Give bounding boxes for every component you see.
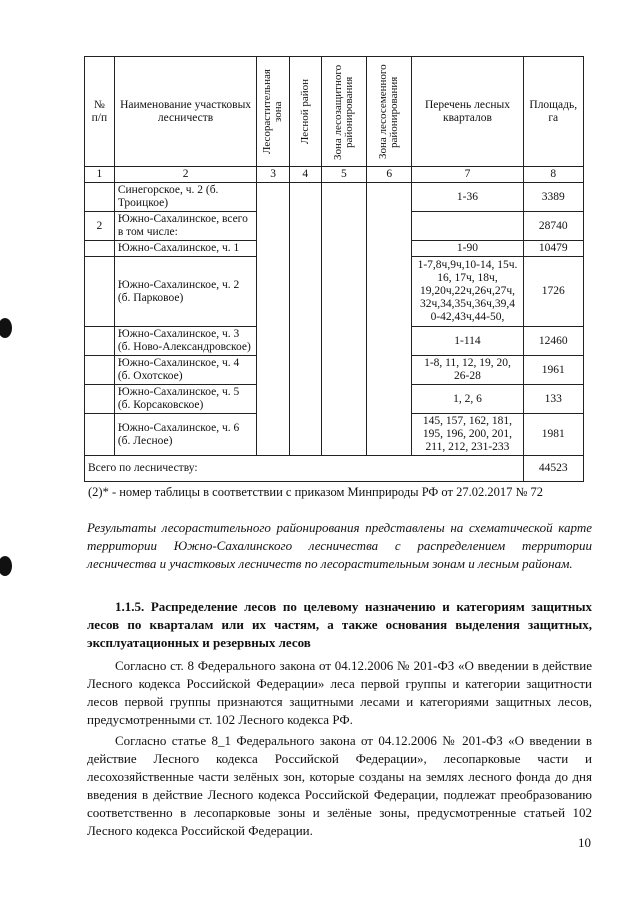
header-zone: Лесорастительная зона bbox=[257, 57, 290, 167]
row-name: Южно-Сахалинское, ч. 6 (б. Лесное) bbox=[114, 414, 256, 456]
row-name: Южно-Сахалинское, всего в том числе: bbox=[114, 212, 256, 241]
table-row bbox=[85, 183, 584, 212]
punch-hole-mark bbox=[0, 556, 12, 576]
row-num bbox=[85, 385, 115, 414]
row-area: 1961 bbox=[523, 356, 583, 385]
row-num bbox=[85, 414, 115, 456]
row-quarters: 1-8, 11, 12, 19, 20, 26-28 bbox=[412, 356, 523, 385]
body-paragraph-2: Согласно статье 8_1 Федерального закона от 04.12.2006 № 201-ФЗ «О введении в действие Лесного кодекса Российской Федерации», лесопарковые части и лесохозяйственные части зелёных зон, которые созданы на землях лесного фонда до дня введения в действие Лесного кодекса Российской Федерации, подлежат преобразованию соответственно в лесопарковые зоны и зелёные зоны, предусмотренные статьей 102 Лесного кодекса Российской Федерации. bbox=[87, 733, 592, 838]
header-region: Лесной район bbox=[289, 57, 321, 167]
row-area: 133 bbox=[523, 385, 583, 414]
col-number: 1 bbox=[85, 167, 115, 183]
col-number: 5 bbox=[321, 167, 366, 183]
table-total-row bbox=[85, 456, 584, 482]
row-quarters: 1-7,8ч,9ч,10-14, 15ч. 16, 17ч, 18ч, 19,20ч,22ч,26ч,27ч, 32ч,34,35ч,36ч,39,4 0-42,43ч,44-50, bbox=[412, 257, 523, 327]
table-footnote: (2)* - номер таблицы в соответствии с приказом Минприроды РФ от 27.02.2017 № 72 bbox=[88, 485, 544, 499]
punch-hole-mark bbox=[0, 318, 12, 338]
table-header-row bbox=[85, 57, 584, 167]
row-quarters: 145, 157, 162, 181, 195, 196, 200, 201, 211, 212, 231-233 bbox=[412, 414, 523, 456]
row-area: 28740 bbox=[523, 212, 583, 241]
page-number: 10 bbox=[578, 835, 591, 850]
region-cell bbox=[289, 183, 321, 456]
col-number: 7 bbox=[412, 167, 523, 183]
row-name: Южно-Сахалинское, ч. 4 (б. Охотское) bbox=[114, 356, 256, 385]
row-num bbox=[85, 241, 115, 257]
italic-paragraph: Результаты лесорастительного районирования представлены на схематической карте территории Южно-Сахалинского лесничества с распределением территории лесничества и участковых лесничеств по лесорастительным зонам и лесным районам. bbox=[87, 520, 592, 571]
row-area: 1726 bbox=[523, 257, 583, 327]
row-num: 2 bbox=[85, 212, 115, 241]
total-area: 44523 bbox=[523, 456, 583, 482]
row-quarters bbox=[412, 212, 523, 241]
section-heading: 1.1.5. Распределение лесов по целевому назначению и категориям защитных лесов по кварталам или их частям, а также основания выделения защитных, эксплуатационных и резервных лесов bbox=[87, 599, 592, 650]
row-name: Южно-Сахалинское, ч. 1 bbox=[114, 241, 256, 257]
total-label: Всего по лесничеству: bbox=[85, 456, 524, 482]
col-number: 6 bbox=[367, 167, 412, 183]
row-name: Южно-Сахалинское, ч. 2 (б. Парковое) bbox=[114, 257, 256, 327]
col-number: 8 bbox=[523, 167, 583, 183]
row-area: 3389 bbox=[523, 183, 583, 212]
row-area: 10479 bbox=[523, 241, 583, 257]
header-quarters: Перечень лесных кварталов bbox=[412, 57, 523, 167]
row-name: Синегорское, ч. 2 (б. Троицкое) bbox=[114, 183, 256, 212]
forestry-table bbox=[84, 56, 584, 482]
body-paragraph-1: Согласно ст. 8 Федерального закона от 04.12.2006 № 201-ФЗ «О введении в действие Лесного кодекса Российской Федерации» леса первой группы и категории защитности лесов первой группы признаются защитными лесами и категориями защитных лесов, предусмотренными ст. 102 Лесного кодекса РФ. bbox=[87, 658, 592, 727]
header-area: Площадь, га bbox=[523, 57, 583, 167]
seed-zone-cell bbox=[367, 183, 412, 456]
col-number: 4 bbox=[289, 167, 321, 183]
row-area: 1981 bbox=[523, 414, 583, 456]
row-quarters: 1-36 bbox=[412, 183, 523, 212]
row-quarters: 1-114 bbox=[412, 327, 523, 356]
zone-cell bbox=[257, 183, 290, 456]
row-num bbox=[85, 183, 115, 212]
row-name: Южно-Сахалинское, ч. 5 (б. Корсаковское) bbox=[114, 385, 256, 414]
header-seed-zone: Зона лесосеменного районирования bbox=[367, 57, 412, 167]
row-num bbox=[85, 327, 115, 356]
row-num bbox=[85, 356, 115, 385]
col-number: 3 bbox=[257, 167, 290, 183]
header-name: Наименование участковых лесничеств bbox=[114, 57, 256, 167]
col-number: 2 bbox=[114, 167, 256, 183]
header-protect-zone: Зона лесозащитного районирования bbox=[321, 57, 366, 167]
row-quarters: 1-90 bbox=[412, 241, 523, 257]
column-number-row bbox=[85, 167, 584, 183]
row-name: Южно-Сахалинское, ч. 3 (б. Ново-Александровское) bbox=[114, 327, 256, 356]
row-area: 12460 bbox=[523, 327, 583, 356]
header-num: № п/п bbox=[85, 57, 115, 167]
protect-zone-cell bbox=[321, 183, 366, 456]
row-quarters: 1, 2, 6 bbox=[412, 385, 523, 414]
row-num bbox=[85, 257, 115, 327]
